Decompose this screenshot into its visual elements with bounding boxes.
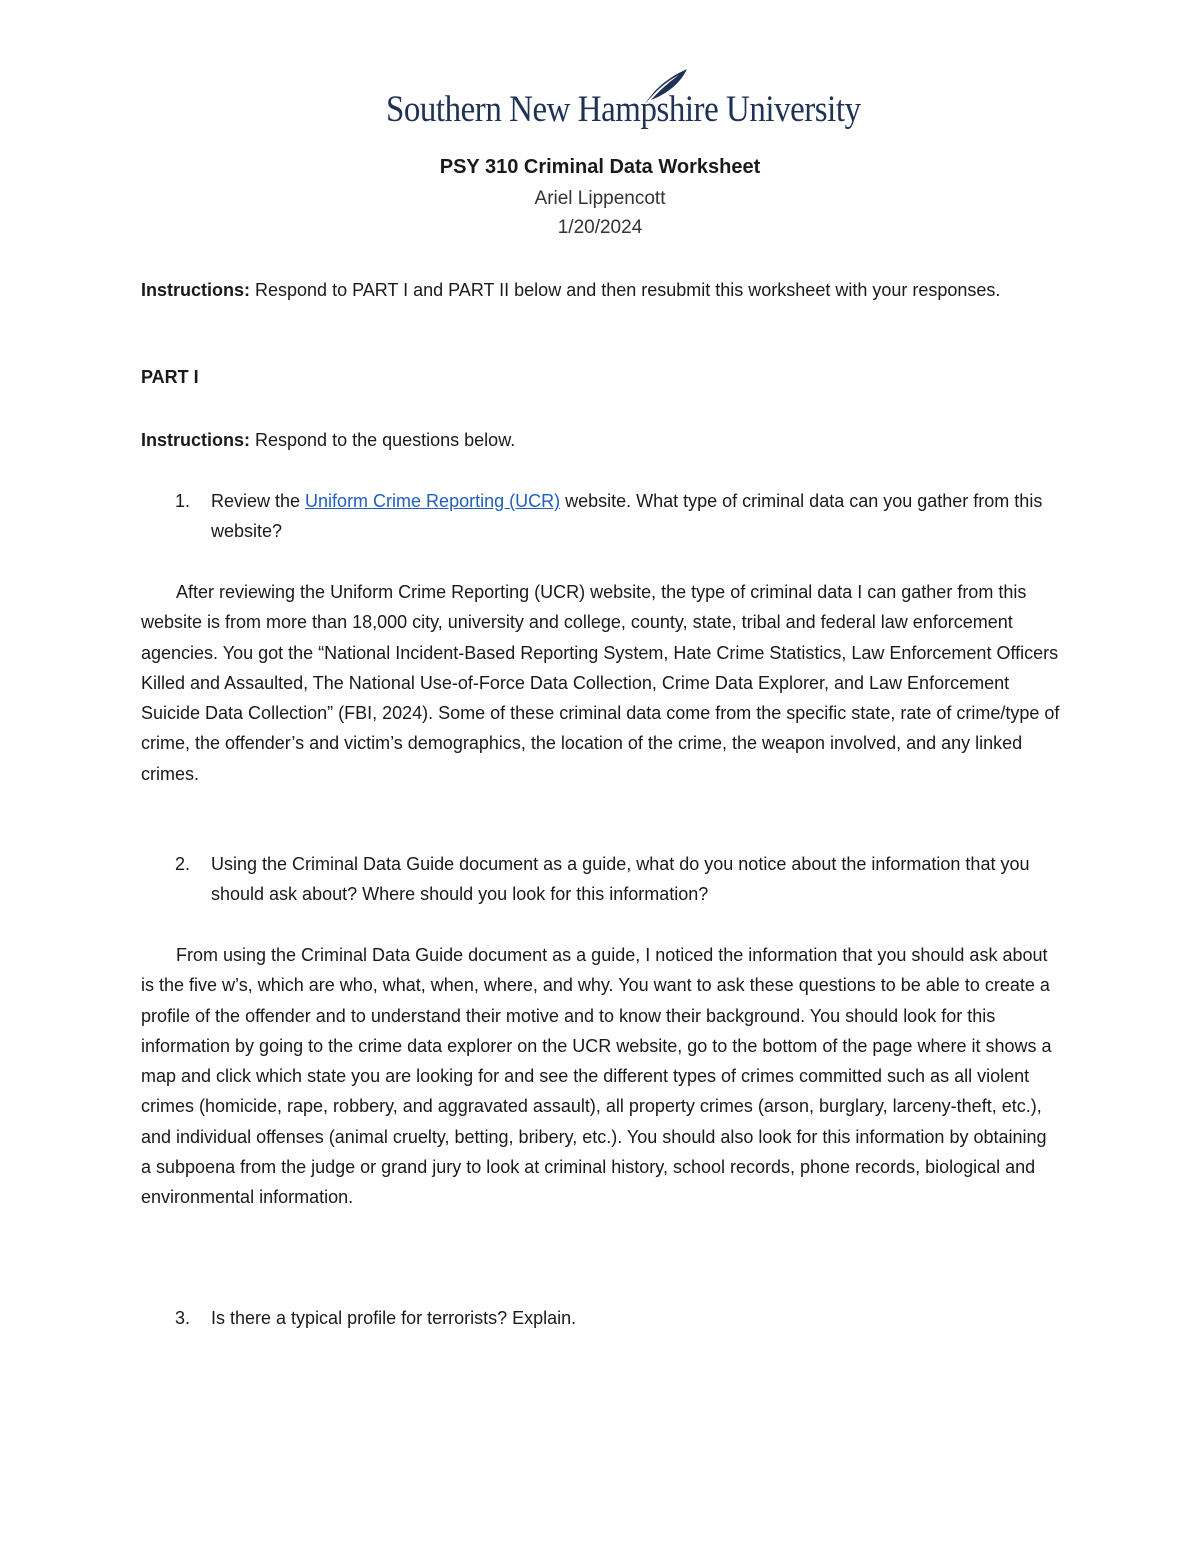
document-title: PSY 310 Criminal Data Worksheet (439, 156, 761, 178)
instructions-text: Respond to PART I and PART II below and then resubmit this worksheet with your responses. (250, 280, 1001, 300)
question-2-number: 2. (175, 854, 191, 874)
ucr-website-link[interactable]: Uniform Crime Reporting (UCR) (305, 491, 561, 511)
part-one-heading: PART I (141, 367, 199, 387)
answer-1 (141, 577, 1061, 789)
part-one-instructions-text: Respond to the questions below. (250, 430, 516, 450)
question-1-prefix: Review the (211, 491, 306, 511)
question-1-suffix: website. What type of criminal data can you gather from this website? (211, 491, 1043, 542)
answer-1-text: After reviewing the Uniform Crime Reporting (UCR) website, the type of criminal data I can gather from this website is from more than 18,000 city, university and college, county, state, tribal and federal law enforcement agencies. You got the “National Incident-Based Reporting System, Hate Crime Statistics, Law Enforcement Officers Killed and Assaulted, The National Use-of-Force Data Collection, Crime Data Explorer, and Law Enforcement Suicide Data Collection” (FBI, 2024). Some of these criminal data come from the specific state, rate of crime/type of crime, the offender’s and victim’s demographics, the location of the crime, the weapon involved, and any linked crimes. (141, 582, 1060, 784)
question-1-number: 1. (175, 491, 191, 511)
part-one-instructions (141, 425, 1061, 455)
leaf-icon (641, 66, 691, 106)
document-date: 1/20/2024 (557, 217, 643, 238)
university-logo (386, 68, 861, 140)
university-name: Southern New Hampshire University (386, 89, 861, 130)
question-3-text: Is there a typical profile for terrorists? Explain. (211, 1308, 577, 1328)
main-instructions (141, 275, 1061, 305)
author-name: Ariel Lippencott (534, 188, 666, 209)
answer-2-text: From using the Criminal Data Guide document as a guide, I noticed the information that you should ask about is the five w’s, which are who, what, when, where, and why. You want to ask these questions to be able to create a profile of the offender and to understand their motive and to know their background. You should look for this information by going to the crime data explorer on the UCR website, go to the bottom of the page where it shows a map and click which state you are looking for and see the different types of crimes committed such as all violent crimes (homicide, rape, robbery, and aggravated assault), all property crimes (arson, burglary, larceny-theft, etc.), and individual offenses (animal cruelty, betting, bribery, etc.). You should also look for this information by obtaining a subpoena from the judge or grand jury to look at criminal history, school records, phone records, biological and environmental information. (141, 945, 1052, 1208)
question-2-text: Using the Criminal Data Guide document as a guide, what do you notice about the information that you should ask about? Where should you look for this information? (211, 854, 1030, 905)
answer-2 (141, 940, 1061, 1213)
question-3-number: 3. (175, 1308, 191, 1328)
instructions-label: Instructions: (141, 280, 251, 300)
question-1-text (211, 486, 1061, 547)
part-one-instructions-label: Instructions: (141, 430, 251, 450)
